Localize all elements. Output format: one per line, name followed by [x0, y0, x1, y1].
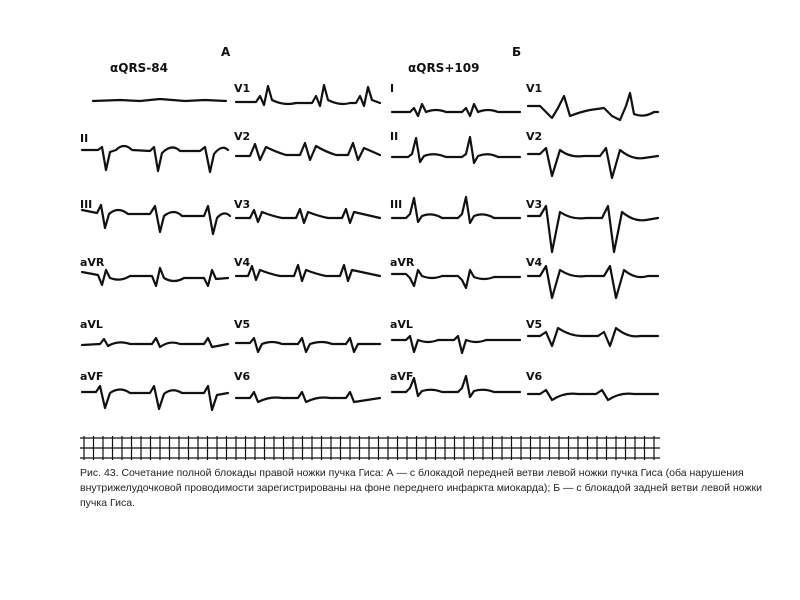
lead-label-b-chest-5: V5 — [526, 318, 543, 331]
lead-label-b-limb-4: aVR — [390, 256, 415, 269]
lead-label-a-chest-6: V6 — [234, 370, 251, 383]
ecg-trace-a-limb-5 — [82, 338, 228, 347]
lead-label-a-chest-4: V4 — [234, 256, 251, 269]
lead-label-a-chest-2: V2 — [234, 130, 251, 143]
lead-label-b-chest-6: V6 — [526, 370, 543, 383]
ecg-trace-b-chest-3 — [528, 206, 658, 252]
ecg-trace-a-limb-2 — [82, 146, 228, 172]
lead-label-b-limb-3: III — [390, 198, 403, 211]
ecg-trace-b-limb-2 — [392, 137, 520, 163]
lead-label-a-limb-4: aVR — [80, 256, 105, 269]
ecg-trace-b-limb-5 — [392, 336, 520, 353]
ecg-trace-a-limb-6 — [82, 386, 228, 410]
ecg-trace-a-chest-4 — [236, 265, 380, 281]
ecg-trace-a-chest-2 — [236, 143, 380, 160]
ecg-trace-b-limb-3 — [392, 197, 520, 223]
lead-label-b-limb-2: II — [390, 130, 399, 143]
calibration-grid — [80, 436, 660, 460]
lead-label-a-limb-5: aVL — [80, 318, 103, 331]
panel-b-letter: Б — [512, 45, 522, 59]
lead-label-b-chest-4: V4 — [526, 256, 543, 269]
panel-b-axis: αQRS+109 — [408, 61, 480, 75]
lead-label-b-limb-5: aVL — [390, 318, 413, 331]
panel-a-letter: А — [221, 45, 231, 59]
ecg-trace-b-chest-2 — [528, 148, 658, 178]
lead-label-b-limb-1: I — [390, 82, 395, 95]
ecg-trace-a-chest-5 — [236, 338, 380, 352]
lead-label-a-chest-3: V3 — [234, 198, 251, 211]
lead-label-b-chest-2: V2 — [526, 130, 543, 143]
ecg-trace-b-chest-6 — [528, 390, 658, 400]
lead-label-a-chest-1: V1 — [234, 82, 251, 95]
ecg-trace-a-chest-1 — [236, 85, 380, 106]
ecg-trace-a-chest-3 — [236, 209, 380, 223]
ecg-trace-b-chest-4 — [528, 266, 658, 298]
lead-label-a-limb-2: II — [80, 132, 89, 145]
lead-label-b-chest-1: V1 — [526, 82, 543, 95]
ecg-trace-a-limb-1 — [93, 99, 226, 101]
lead-label-a-chest-5: V5 — [234, 318, 251, 331]
ecg-trace-a-limb-3 — [82, 205, 230, 234]
lead-label-b-limb-6: aVF — [390, 370, 414, 383]
lead-label-b-chest-3: V3 — [526, 198, 543, 211]
grid-ticks — [84, 436, 654, 460]
ecg-trace-b-limb-4 — [392, 270, 520, 288]
ecg-trace-a-chest-6 — [236, 392, 380, 402]
lead-label-a-limb-6: aVF — [80, 370, 104, 383]
ecg-trace-b-chest-5 — [528, 328, 658, 346]
lead-label-a-limb-3: III — [80, 198, 93, 211]
ecg-trace-b-chest-1 — [528, 93, 658, 120]
panel-a-axis: αQRS-84 — [110, 61, 169, 75]
figure-caption: Рис. 43. Сочетание полной блокады правой ножки пучка Гиса: А — с блокадой передней ветви левой ножки пучка Гиса (оба нарушения внутрижелудочковой проводимости зарегистрированы на фоне переднего инфаркта миокарда); Б — с блокадой задней ветви левой ножки пучка Гиса. — [80, 467, 762, 509]
ecg-trace-a-limb-4 — [82, 268, 228, 286]
ecg-trace-b-limb-1 — [392, 104, 520, 116]
